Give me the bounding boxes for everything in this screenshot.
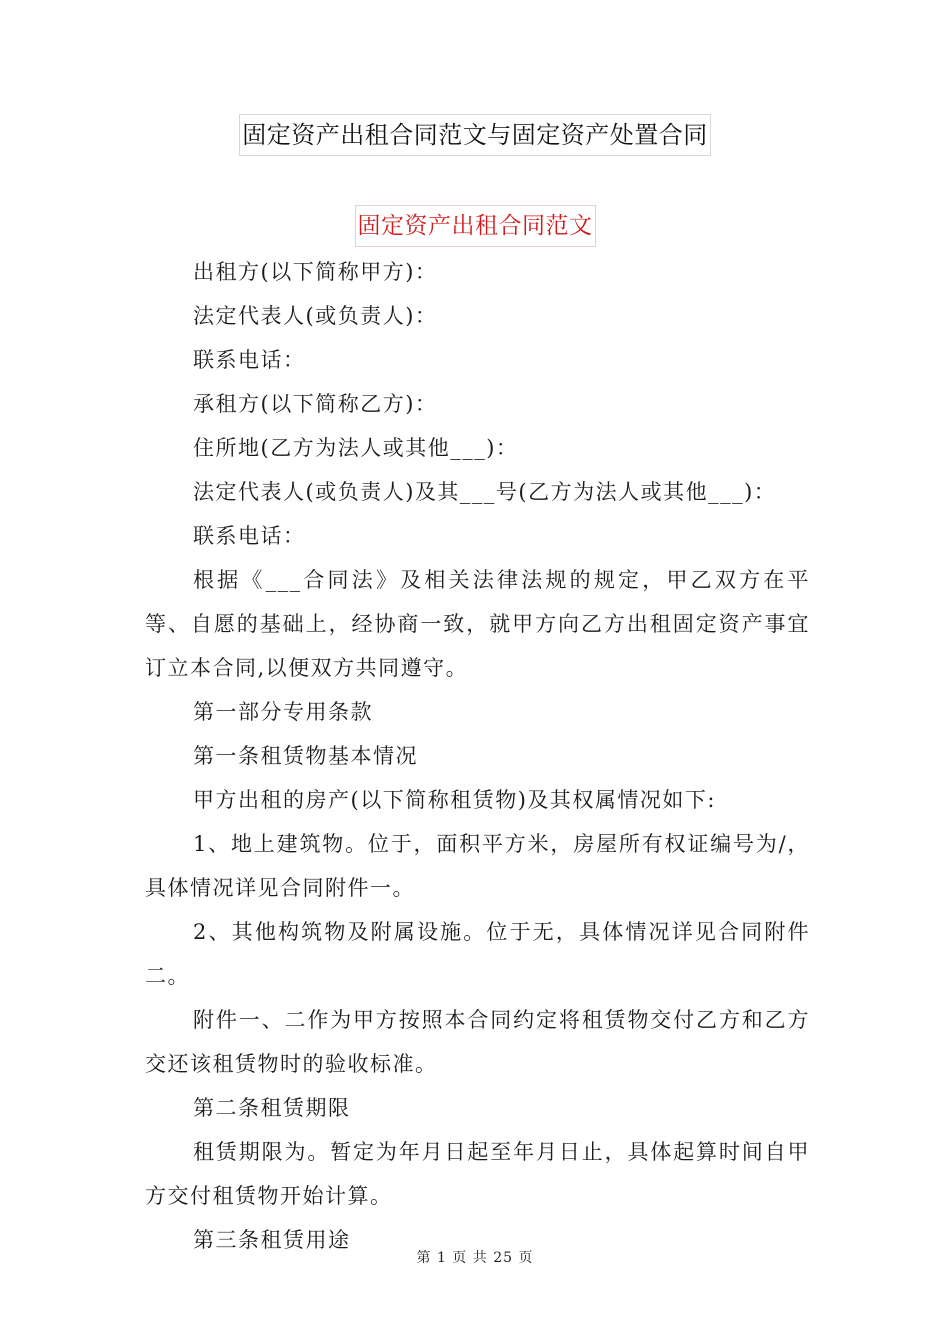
paragraph: 根据《___合同法》及相关法律法规的规定，甲乙双方在平等、自愿的基础上，经协商一致，就甲方向乙方出租固定资产事宜订立本合同,以便双方共同遵守。 [145, 568, 810, 680]
list-item: 2、其他构筑物及附属设施。位于无，具体情况详见合同附件二。 [145, 920, 810, 988]
paragraph: 出租方(以下简称甲方)： [193, 260, 438, 284]
sub-title: 固定资产出租合同范文 [355, 205, 596, 247]
sub-title-container [0, 205, 950, 247]
main-title: 固定资产出租合同范文与固定资产处置合同 [239, 114, 711, 156]
paragraph: 住所地(乙方为法人或其他___)： [193, 436, 519, 460]
section-heading: 第一部分专用条款 [193, 700, 373, 724]
paragraph: 法定代表人(或负责人)： [193, 304, 438, 328]
article-heading: 第一条租赁物基本情况 [193, 744, 418, 768]
page-number: 第 1 页 共 25 页 [416, 1250, 534, 1266]
paragraph: 联系电话： [193, 348, 306, 372]
article-heading: 第三条租赁用途 [193, 1228, 351, 1252]
paragraph: 甲方出租的房产(以下简称租赁物)及其权属情况如下: [193, 788, 716, 812]
paragraph: 附件一、二作为甲方按照本合同约定将租赁物交付乙方和乙方交还该租赁物时的验收标准。 [145, 1008, 810, 1076]
paragraph: 租赁期限为。暂定为年月日起至年月日止，具体起算时间自甲方交付租赁物开始计算。 [145, 1140, 810, 1208]
paragraph: 承租方(以下简称乙方)： [193, 392, 438, 416]
article-heading: 第二条租赁期限 [193, 1096, 351, 1120]
list-item: 1、地上建筑物。位于，面积平方米，房屋所有权证编号为/，具体情况详见合同附件一。 [145, 832, 810, 900]
contract-body [145, 250, 810, 1262]
main-title-container [0, 114, 950, 156]
paragraph: 联系电话： [193, 524, 306, 548]
paragraph: 法定代表人(或负责人)及其___号(乙方为法人或其他___)： [193, 480, 777, 504]
